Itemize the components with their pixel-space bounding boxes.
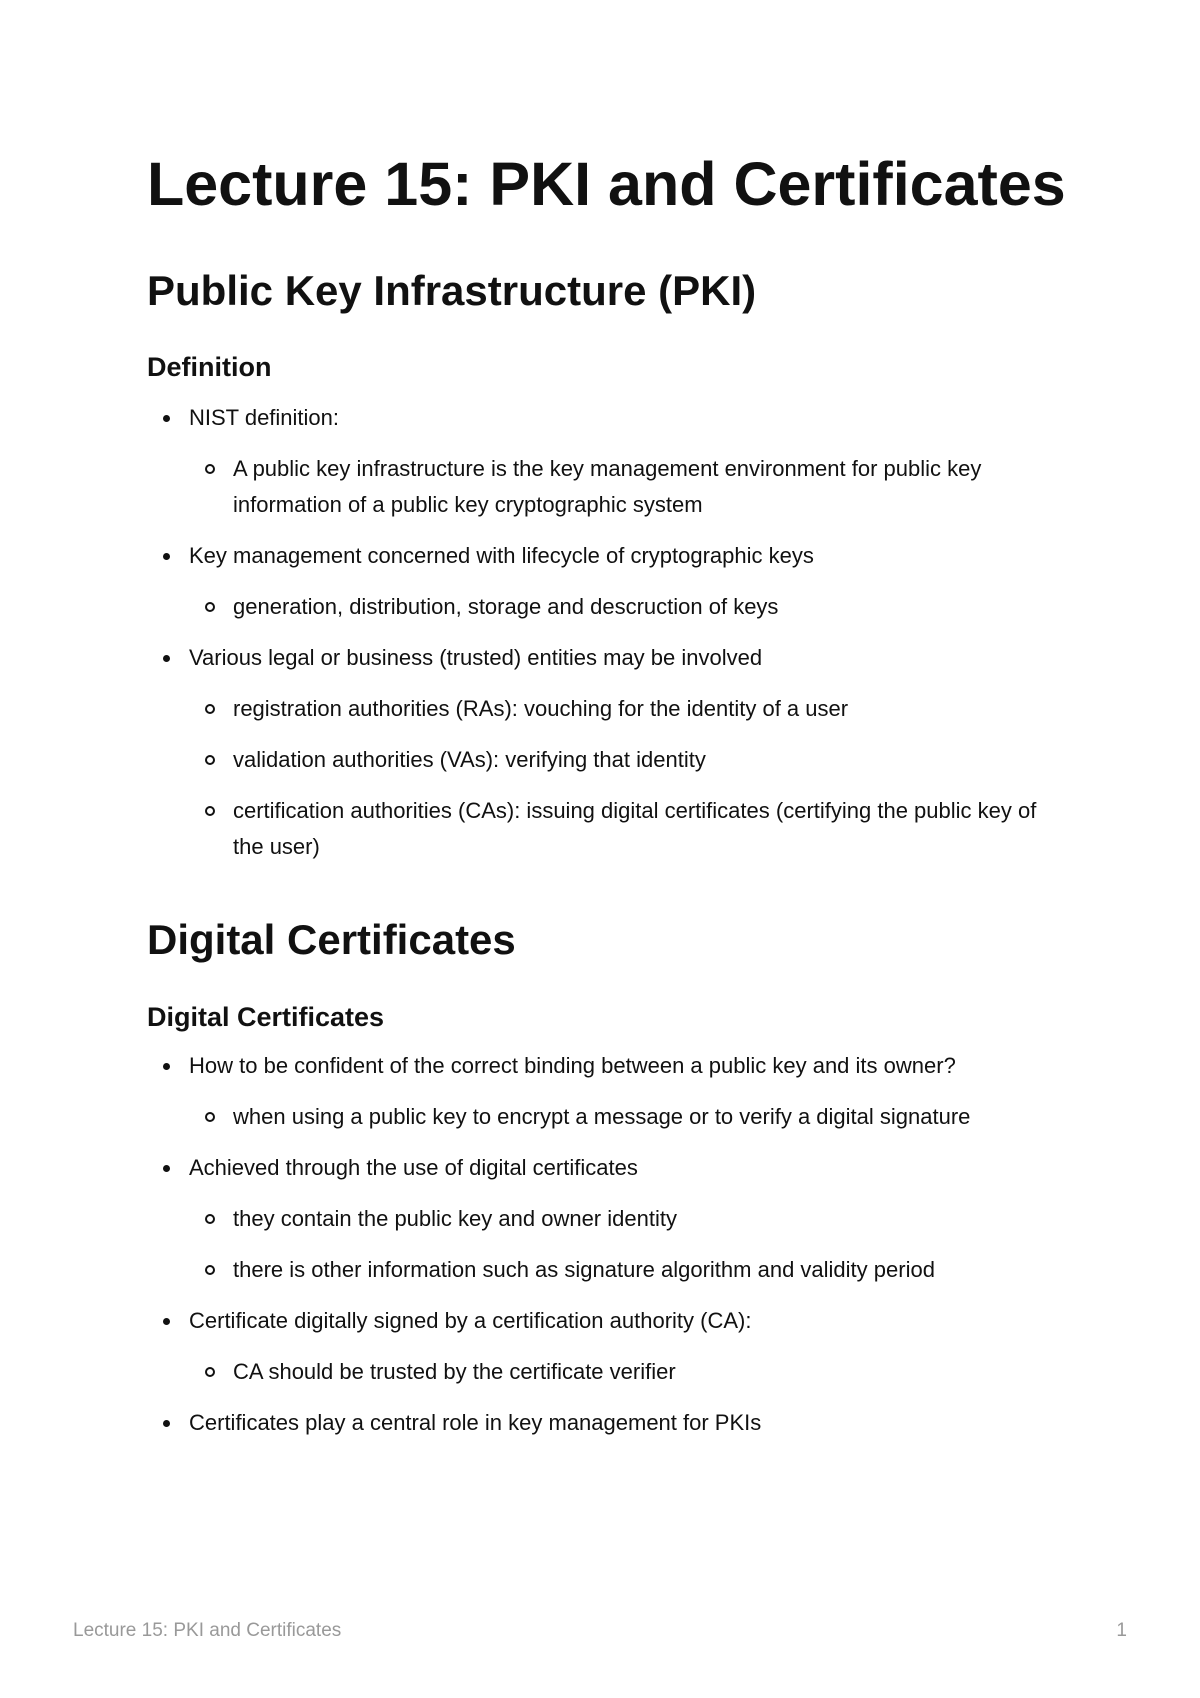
list-item-text: Certificate digitally signed by a certification authority (CA):	[189, 1308, 752, 1333]
sub-list-item	[189, 691, 1057, 727]
hollow-bullet-icon	[205, 602, 215, 612]
sub-list-item-text: registration authorities (RAs): vouching for the identity of a user	[233, 696, 849, 721]
list-item	[147, 1303, 1057, 1390]
sub-list-item	[189, 1252, 1057, 1288]
hollow-bullet-icon	[205, 704, 215, 714]
list-item-text: Various legal or business (trusted) entities may be involved	[189, 645, 763, 670]
sub-list	[189, 691, 1057, 865]
sub-list-item	[189, 1099, 1057, 1135]
sub-list-item-text: validation authorities (VAs): verifying that identity	[233, 747, 706, 772]
sub-list-item-text: they contain the public key and owner identity	[233, 1206, 677, 1231]
list-item-text: How to be confident of the correct binding between a public key and its owner?	[189, 1053, 956, 1078]
sub-list-item-text: CA should be trusted by the certificate verifier	[233, 1359, 676, 1384]
sub-list-item	[189, 742, 1057, 778]
bullet-icon	[163, 1420, 170, 1427]
sub-list-item-text: generation, distribution, storage and descruction of keys	[233, 594, 779, 619]
document-title: Lecture 15: PKI and Certificates	[147, 150, 1066, 218]
bullet-icon	[163, 1063, 170, 1070]
sub-list	[189, 451, 1057, 523]
page-number: 1	[1116, 1620, 1127, 1641]
certificates-bullet-list	[147, 1048, 1057, 1441]
footer-title: Lecture 15: PKI and Certificates	[73, 1620, 342, 1641]
list-item-text: Key management concerned with lifecycle of cryptographic keys	[189, 543, 814, 568]
hollow-bullet-icon	[205, 1265, 215, 1275]
sub-list-item-text: certification authorities (CAs): issuing digital certificates (certifying the public key of the user)	[233, 798, 1037, 859]
bullet-icon	[163, 1165, 170, 1172]
hollow-bullet-icon	[205, 1112, 215, 1122]
section-heading-pki: Public Key Infrastructure (PKI)	[147, 267, 757, 314]
list-item-text: NIST definition:	[189, 405, 340, 430]
sub-list-item-text: when using a public key to encrypt a message or to verify a digital signature	[233, 1104, 971, 1129]
hollow-bullet-icon	[205, 1214, 215, 1224]
sub-list	[189, 1201, 1057, 1288]
sub-list-item-text: A public key infrastructure is the key management environment for public key information of a public key cryptographic system	[233, 456, 982, 517]
sub-list-item	[189, 793, 1057, 865]
list-item	[147, 1405, 1057, 1441]
hollow-bullet-icon	[205, 755, 215, 765]
subheading-definition: Definition	[147, 352, 272, 382]
subheading-digital-certificates: Digital Certificates	[147, 1002, 385, 1032]
pki-bullet-list	[147, 400, 1057, 865]
list-item	[147, 640, 1057, 865]
sub-list-item-text: there is other information such as signature algorithm and validity period	[233, 1257, 935, 1282]
bullet-icon	[163, 1318, 170, 1325]
sub-list-item	[189, 1354, 1057, 1390]
sub-list	[189, 1354, 1057, 1390]
bullet-icon	[163, 553, 170, 560]
bullet-icon	[163, 655, 170, 662]
sub-list-item	[189, 1201, 1057, 1237]
sub-list-item	[189, 589, 1057, 625]
list-item	[147, 1048, 1057, 1135]
list-item-text: Achieved through the use of digital certificates	[189, 1155, 638, 1180]
section-heading-digital-certificates: Digital Certificates	[147, 916, 516, 963]
list-item	[147, 1150, 1057, 1288]
sub-list	[189, 1099, 1057, 1135]
list-item-text: Certificates play a central role in key management for PKIs	[189, 1410, 762, 1435]
list-item	[147, 538, 1057, 625]
hollow-bullet-icon	[205, 1367, 215, 1377]
sub-list	[189, 589, 1057, 625]
sub-list-item	[189, 451, 1057, 523]
bullet-icon	[163, 415, 170, 422]
list-item	[147, 400, 1057, 523]
hollow-bullet-icon	[205, 806, 215, 816]
hollow-bullet-icon	[205, 464, 215, 474]
